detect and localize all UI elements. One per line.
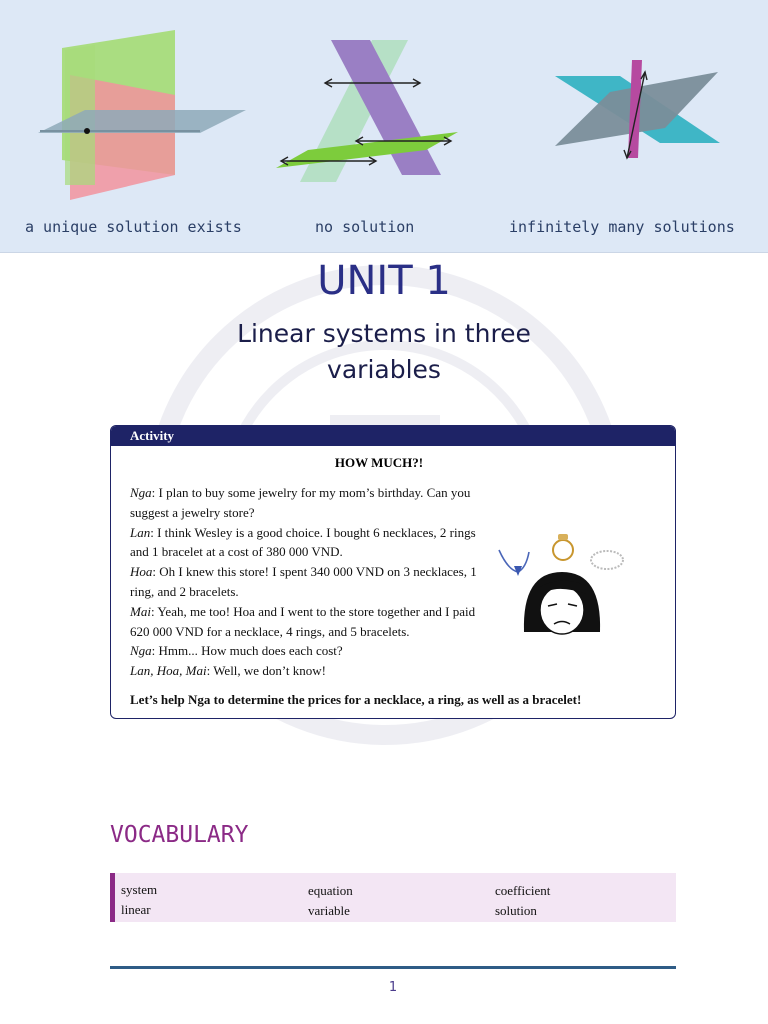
dialogue-line — [130, 523, 480, 563]
caption-no-solution: no solution — [315, 218, 415, 236]
vocab-word: system — [121, 882, 158, 897]
vocab-word: linear — [121, 902, 151, 917]
unit-subtitle-line1: Linear systems in three — [237, 319, 531, 348]
no-solution-figure — [276, 40, 458, 182]
vocab-word: coefficient — [495, 883, 551, 898]
dialogue-speaker: Mai — [130, 603, 151, 619]
footer-rule — [110, 966, 676, 969]
activity-question: Let’s help Nga to determine the prices for a necklace, a ring, as well as a bracelet! — [130, 692, 582, 707]
vocabulary-heading: VOCABULARY — [110, 822, 249, 848]
infinite-solutions-figure — [555, 60, 720, 158]
page-number: 1 — [388, 980, 398, 995]
vocab-word: equation — [308, 883, 353, 898]
illustration-banner — [0, 0, 768, 253]
dialogue-speaker: Nga — [130, 485, 152, 500]
unit-subtitle-line2: variables — [327, 355, 441, 384]
dialogue-line — [130, 661, 480, 681]
dialogue-line — [130, 483, 480, 523]
activity-header: Activity — [111, 426, 675, 446]
activity-title: HOW MUCH?! — [334, 455, 424, 470]
unit-title: UNIT 1 — [317, 258, 451, 304]
activity-dialogue — [130, 483, 480, 681]
dialogue-line — [130, 602, 480, 642]
dialogue-text: : Yeah, me too! Hoa and I went to the store together and I paid 620 000 VND for a necklace, 4 rings, and 5 bracelets. — [130, 603, 476, 639]
dialogue-text: : I think Wesley is a good choice. I bought 6 necklaces, 2 rings and 1 bracelet at a cost of 380 000 VND. — [130, 524, 476, 560]
dialogue-speaker: Lan — [130, 524, 151, 540]
dialogue-text: : Oh I knew this store! I spent 340 000 VND on 3 necklaces, 1 ring, and 2 bracelets. — [130, 564, 477, 599]
caption-infinite-solutions: infinitely many solutions — [509, 218, 735, 236]
caption-unique-solution: a unique solution exists — [25, 218, 242, 236]
unique-solution-figure — [38, 30, 246, 200]
dialogue-line — [130, 562, 480, 602]
dialogue-text: : Well, we don’t know! — [206, 663, 326, 679]
vocabulary-box — [110, 873, 676, 922]
dialogue-line — [130, 641, 480, 661]
dialogue-speaker: Lan, Hoa, Mai — [130, 663, 207, 679]
activity-box — [110, 425, 676, 719]
vocab-word: solution — [495, 903, 537, 918]
dialogue-speaker: Hoa — [130, 564, 153, 580]
dialogue-text: : I plan to buy some jewelry for my mom’s birthday. Can you suggest a jewelry store? — [130, 485, 471, 520]
dialogue-speaker: Nga — [130, 643, 152, 659]
unit-subtitle — [184, 316, 584, 388]
planes-illustration — [0, 0, 768, 252]
dialogue-text: : Hmm... How much does each cost? — [151, 643, 343, 659]
jewelry-girl-illustration — [496, 530, 626, 640]
vocab-word: variable — [308, 903, 350, 918]
